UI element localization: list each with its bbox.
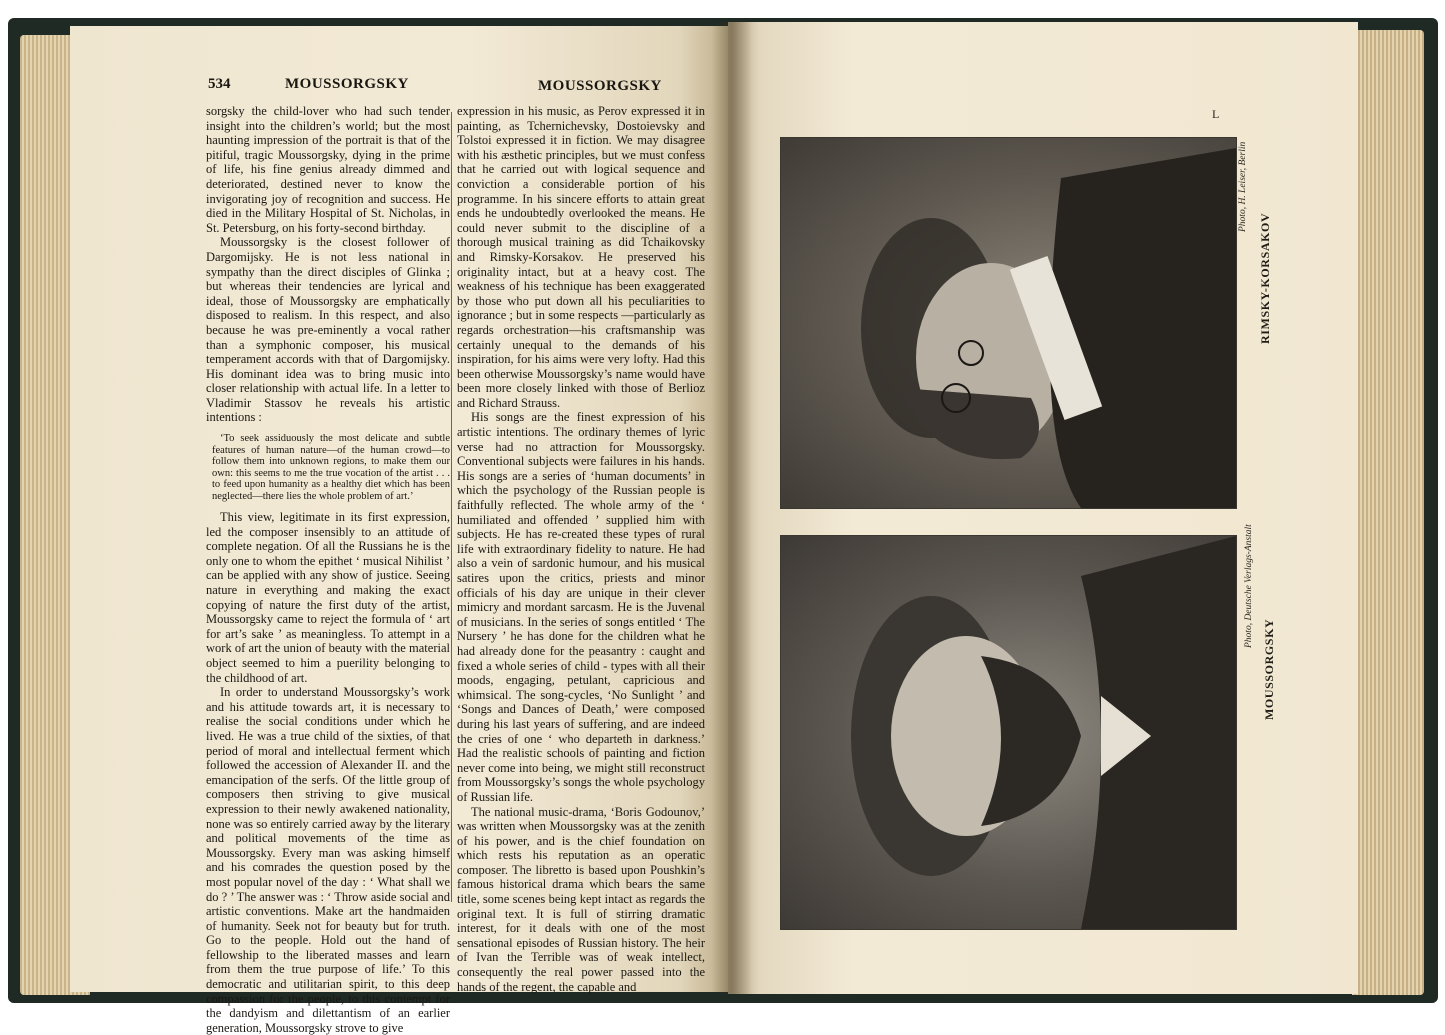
block-quote: ‘To seek assiduously the most delicate and subtle features of human nature—of the human crowd—to follow them into unknown regions, to make them our own: this seems to me the true vocation of the artist . . . to feed upon humanity as a healthy diet which has been neglected—there lies the whole problem of art.’ xyxy=(212,433,450,502)
caption-moussorgsky: MOUSSORGSKY xyxy=(1262,618,1276,720)
text-column-2 xyxy=(457,104,705,994)
paragraph: In order to understand Moussorgsky’s work and his attitude towards art, it is necessary to realise the social conditions under which he lived. He was a true child of the sixties, of that period of moral and intellectual ferment which followed the accession of Alexander II. and the emancipation of the serfs. Of the little group of composers then striving to give musical expression to their newly awakened nationality, none was so entirely carried away by the literary and political movements of the time as Moussorgsky. Every man was asking himself and his comrades the question posed by the most popular novel of the day : ‘ What shall we do ? ’ The answer was : ‘ Throw aside social and artistic conventions. Make art the handmaiden of humanity. Seek not for beauty but for truth. Go to the people. Hold out the hand of fellowship to the liberated masses and learn from them the true purpose of life.’ To this democratic and utilitarian spirit, to this deep compassion for the people, to this contempt for the dandyism and dilettantism of an earlier generation, Moussorgsky strove to give xyxy=(206,685,450,1035)
portrait-image xyxy=(781,536,1236,929)
plate-mark: L xyxy=(1212,107,1220,121)
portrait-rimsky-korsakov xyxy=(780,137,1237,509)
paragraph: sorgsky the child-lover who had such tender insight into the children’s world; but the most haunting impression of the portrait is that of the pitiful, tragic Moussorgsky, dying in the prime of life, his fine genius already dimmed and deteriorated, destined never to know the invigorating joy of recognition and success. He died in the Military Hospital of St. Nicholas, in St. Petersburg, on his forty-second birthday. xyxy=(206,104,450,235)
text-column-1 xyxy=(206,104,450,1035)
paragraph: This view, legitimate in its first expression, led the composer insensibly to an attitude of complete negation. Of all the Russians he is the only one to whom the epithet ‘ musical Nihilist ’ can be applied with any show of justice. Seeing nature in everything and making the exact copying of nature the first duty of the artist, Moussorgsky came to reject the formula of ‘ art for art’s sake ’ as meaningless. To attempt in a work of art the union of beauty with the material object seemed to him a puerility belonging to the childhood of art. xyxy=(206,510,450,685)
portrait-image xyxy=(781,138,1236,508)
paragraph: The national music-drama, ‘Boris Godounov,’ was written when Moussorgsky was at the zenith of his power, and is the chief foundation on which rests his reputation as an operatic composer. The libretto is based upon Poushkin’s famous historical drama which bears the same title, some scenes being kept intact as regards the original text. It is full of stirring dramatic interest, for it deals with one of the most sensational episodes of Russian history. The heir of Ivan the Terrible was of weak intellect, consequently the real power passed into the hands of the regent, the capable and xyxy=(457,804,705,994)
credit-bottom: Photo, Deutsche Verlags-Anstalt xyxy=(1244,524,1254,648)
paragraph: Moussorgsky is the closest follower of Dargomijsky. He is not less national in sympathy than the direct disciples of Glinka ; but whereas their tendencies are lyrical and ideal, those of Moussorgsky are emphatically disposed to realism. In this respect, and also because he was pre-eminently a vocal rather than a symphonic composer, his musical temperament accords with that of Dargomijsky. His dominant idea was to bring music into closer relationship with actual life. In a letter to Vladimir Stassov he reveals his artistic intentions : xyxy=(206,235,450,425)
paragraph: His songs are the finest expression of his artistic intentions. The ordinary themes of lyric verse had no attraction for Moussorgsky. Conventional subjects were failures in his hands. His songs are a series of ‘human documents’ in which the psychology of the Russian people is faithfully reflected. The whole army of the ‘ humiliated and offended ’ supplied him with subjects. He has re-created these types of rural life with extraordinary fidelity to nature. He had also a vein of sardonic humour, and his musical satires upon the critics, priests and minor officials of his day are unique in their clever mimicry and mordant sarcasm. He is the Juvenal of musicians. In the series of songs entitled ‘ The Nursery ’ he has done for the children what he had already done for the peasantry : caught and fixed a whole series of child - types with all their moods, engaging, petulant, capricious and whimsical. The song-cycles, ‘No Sunlight ’ and ‘Songs and Dances of Death,’ were composed during his last years of suffering, and are indeed the cries of one ‘ who departeth in darkness.’ Had the realistic schools of painting and fiction never come into being, we might still reconstruct from Moussorgsky’s songs the whole psychology of Russian life. xyxy=(457,410,705,804)
caption-rimsky-korsakov: RIMSKY-KORSAKOV xyxy=(1258,212,1272,344)
credit-top: Photo, H. Leiser, Berlin xyxy=(1238,141,1248,232)
book-gutter xyxy=(712,22,752,994)
center-heading: MOUSSORGSKY xyxy=(538,78,662,94)
page-number: 534 xyxy=(208,76,231,92)
running-head: MOUSSORGSKY xyxy=(285,76,409,92)
paragraph: expression in his music, as Perov expressed it in painting, as Tchernichevsky, Dostoievsky and Tolstoi expressed it in fiction. We may disagree with his æsthetic principles, but we must confess that he carried out with logical sequence and conviction a considerable portion of his programme. In his sincere efforts to attain great ends he undoubtedly overlooked the means. He could never submit to the discipline of a thorough musical training as did Tchaikovsky and Rimsky-Korsakov. He preserved his originality intact, but at a heavy cost. The weakness of his technique has been exaggerated by those who put down all his peculiarities to ignorance ; but in some respects —particularly as regards orchestration—his craftsmanship was certainly unequal to the demands of his inspiration, for his aims were very lofty. Had this been otherwise Moussorgsky’s name would have been more closely linked with those of Berlioz and Richard Strauss. xyxy=(457,104,705,410)
portrait-moussorgsky xyxy=(780,535,1237,930)
page-edges-right xyxy=(1352,30,1424,995)
column-rule xyxy=(451,112,452,902)
